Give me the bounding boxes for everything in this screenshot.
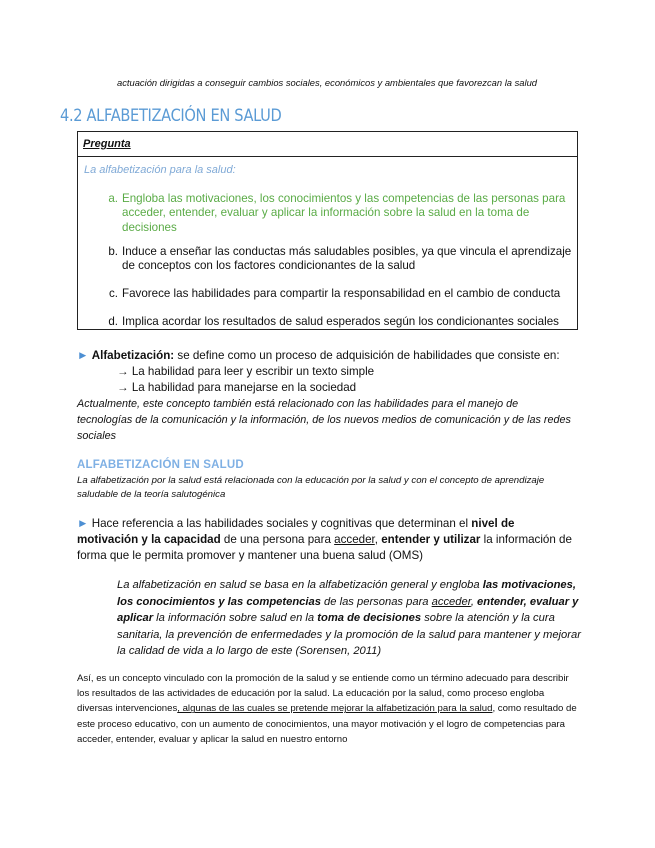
quote-text: sobre la atención y la cura sanitaria, la prevención de enfermedades y la promoción de la salud para mantener y mejorar la calidad de vida a lo largo de este (Sorensen, 2011) [117, 612, 581, 657]
term: Alfabetización: [91, 349, 175, 362]
option-letter: d. [108, 315, 118, 328]
para-bold: nivel de motivación y la capacidad [77, 517, 515, 546]
option-a[interactable] [100, 192, 572, 236]
para-text: de una persona para [220, 533, 335, 546]
intro-text: actuación dirigidas a conseguir cambios sociales, económicos y ambientales que favorezcan la salud [117, 77, 538, 88]
bullet-arrow-icon: ► [77, 349, 89, 362]
option-text: Engloba las motivaciones, los conocimientos y las competencias de las personas para acceder, entender, evaluar y aplicar la información sobre la salud en la toma de decisiones [122, 192, 566, 234]
section-heading: 4.2 ALFABETIZACIÓN EN SALUD [60, 106, 282, 126]
quote-text: de las personas para [320, 595, 432, 608]
right-arrow-icon: → [117, 365, 129, 378]
quote-bold: toma de decisiones [317, 612, 422, 624]
question-prompt: La alfabetización para la salud: [84, 164, 236, 176]
quote-text: la información sobre salud en la [153, 612, 318, 624]
list-item [117, 381, 356, 394]
subheading: ALFABETIZACIÓN EN SALUD [77, 459, 244, 471]
quote-text: La alfabetización en salud se basa en la alfabetización general y engloba [117, 579, 483, 591]
para-text: la información de forma que le permita promover y mantener una buena salud (OMS) [77, 533, 572, 562]
definition-text: se define como un proceso de adquisición de habilidades que consiste en: [174, 349, 560, 362]
quote-text: , [470, 595, 478, 608]
question-header: Pregunta [78, 132, 577, 157]
list-item [117, 365, 374, 378]
option-text: Favorece las habilidades para compartir la responsabilidad en el cambio de conducta [122, 287, 561, 300]
para-bold: entender y utilizar [381, 533, 481, 546]
sorensen-quote [117, 577, 585, 660]
option-c[interactable] [100, 287, 572, 302]
alfabetizacion-definition [77, 349, 560, 362]
para-text: , [374, 533, 382, 546]
final-underline: , algunas de las cuales se pretende mejorar la alfabetización para la salud [177, 703, 493, 715]
oms-paragraph [77, 516, 574, 564]
final-paragraph [77, 671, 582, 747]
alfabetizacion-note: Actualmente, este concepto también está relacionado con las habilidades para el manejo de tecnologías de la comunicación y la información, de los nuevos medios de comunicación y de las redes sociales [77, 398, 571, 442]
option-letter: b. [108, 245, 118, 258]
option-letter: a. [108, 192, 118, 205]
final-text: , como resultado de este proceso educativo, con un aumento de conocimientos, una mayor motivación y el logro de competencias para acceder, entender, evaluar y aplicar la salud en nuestro entorno [77, 703, 577, 745]
quote-bold: entender, evaluar y aplicar [117, 595, 579, 624]
option-d[interactable] [100, 315, 572, 330]
question-box [77, 131, 578, 330]
final-text: Así, es un concepto vinculado con la promoción de la salud y se entiende como un término adecuado para describir los resultados de las actividades de educación por la salud. La educación por la salud, como proceso engloba diversas intervenciones [77, 673, 569, 715]
option-b[interactable] [100, 245, 572, 275]
bullet-arrow-icon: ► [77, 517, 89, 530]
right-arrow-icon: → [117, 381, 129, 394]
option-text: Implica acordar los resultados de salud esperados según los condicionantes sociales [122, 315, 559, 328]
subheading-note: La alfabetización por la salud está relacionada con la educación por la salud y con el concepto de aprendizaje saludable de la teoría salutogénica [77, 475, 545, 500]
quote-bold: las motivaciones, los conocimientos y las competencias [117, 579, 576, 608]
para-text: Hace referencia a las habilidades sociales y cognitivas que determinan el [88, 517, 472, 530]
list-item-text: La habilidad para leer y escribir un texto simple [128, 365, 375, 378]
para-underline: acceder [334, 533, 375, 546]
option-letter: c. [108, 287, 118, 300]
list-item-text: La habilidad para manejarse en la sociedad [128, 381, 357, 394]
option-text: Induce a enseñar las conductas más saludables posibles, ya que vincula el aprendizaje de conceptos con los factores condicionantes de la salud [122, 245, 572, 273]
quote-underline: acceder [431, 595, 471, 608]
